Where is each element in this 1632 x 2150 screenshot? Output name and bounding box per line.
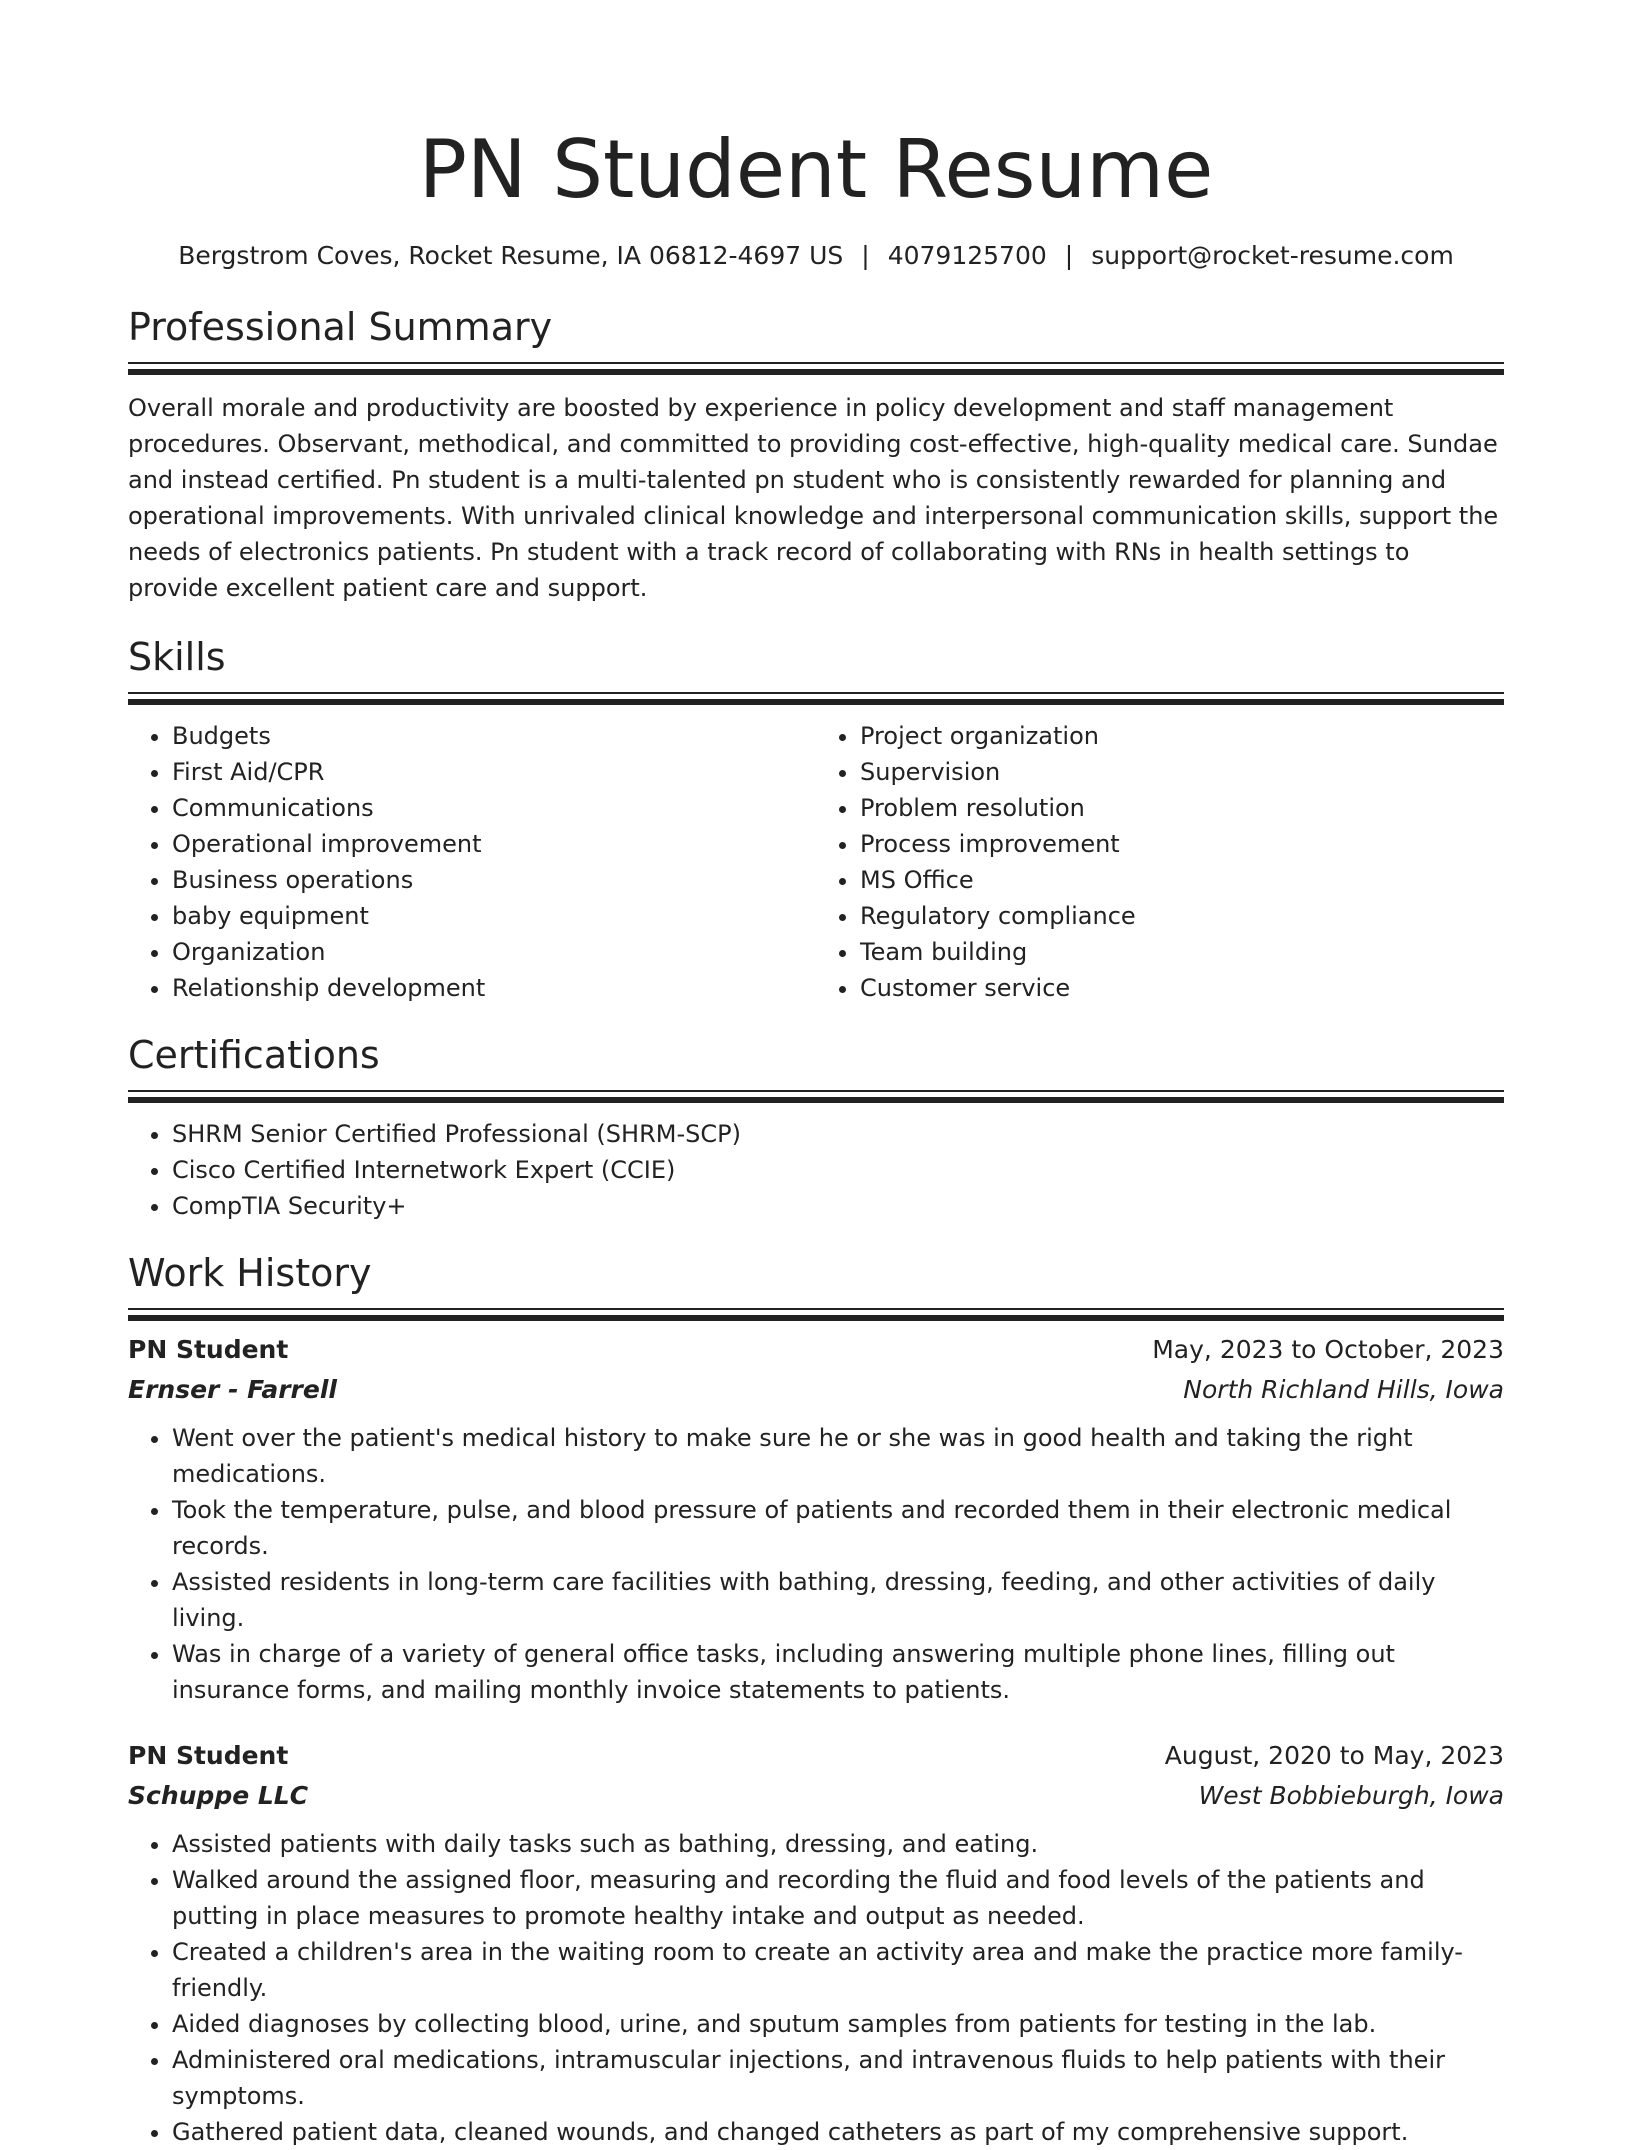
contact-separator: | [861,241,870,270]
job-title: PN Student [128,1335,289,1364]
skill-item: • Project organization [860,718,1504,754]
duty-item: • Went over the patient's medical history to make sure he or she was in good health and taking the right medications. [172,1420,1504,1492]
skill-item: • Relationship development [172,970,816,1006]
duty-item: • Administered oral medications, intramuscular injections, and intravenous fluids to help patients with their symptoms. [172,2042,1504,2114]
duty-item: • Assisted patients with daily tasks such as bathing, dressing, and eating. [172,1826,1504,1862]
skills-list-right [816,718,1504,1006]
section-heading: Skills [128,635,226,679]
job-dates: August, 2020 to May, 2023 [1164,1741,1504,1770]
section-divider [128,1308,1504,1322]
skills-list-left [128,718,816,1006]
job-duties [128,1420,1504,1708]
skill-item: • Supervision [860,754,1504,790]
skill-item: • Operational improvement [172,826,816,862]
resume-title: PN Student Resume [418,123,1214,216]
contact-separator: | [1064,241,1074,270]
skill-item: • Communications [172,790,816,826]
section-heading: Certifications [128,1033,380,1077]
duty-item: • Assisted residents in long-term care facilities with bathing, dressing, feeding, and other activities of daily living. [172,1564,1504,1636]
job-subheader [128,1370,1504,1410]
job-header [128,1736,1504,1776]
job-entry [128,1736,1504,2150]
contact-address: Bergstrom Coves, Rocket Resume, IA 06812-4697 US [178,241,844,270]
summary-section [128,304,1504,606]
job-dates: May, 2023 to October, 2023 [1152,1335,1504,1364]
skill-item: • Business operations [172,862,816,898]
section-divider [128,1090,1504,1104]
job-entry [128,1330,1504,1708]
duty-item: • Aided diagnoses by collecting blood, urine, and sputum samples from patients for testing in the lab. [172,2006,1504,2042]
summary-text: Overall morale and productivity are boosted by experience in policy development and staff management procedures. Observant, methodical, and committed to providing cost-effective, high-quality medical care. Sundae and instead certified. Pn student is a multi-talented pn student who is consistently rewarded for planning and operational improvements. With unrivaled clinical knowledge and interpersonal communication skills, support the needs of electronics patients. Pn student with a track record of collaborating with RNs in health settings to provide excellent patient care and support. [128,394,1499,602]
certification-item: • Cisco Certified Internetwork Expert (CCIE) [172,1152,1504,1188]
section-heading: Professional Summary [128,305,553,349]
duty-item: • Took the temperature, pulse, and blood pressure of patients and recorded them in their electronic medical records. [172,1492,1504,1564]
skill-item: • MS Office [860,862,1504,898]
certification-item: • SHRM Senior Certified Professional (SHRM-SCP) [172,1116,1504,1152]
contact-phone: 4079125700 [887,241,1047,270]
duty-item: • Created a children's area in the waiting room to create an activity area and make the practice more family-friendly. [172,1934,1504,2006]
skill-item: • Problem resolution [860,790,1504,826]
duty-item: • Gathered patient data, cleaned wounds, and changed catheters as part of my comprehensive support. [172,2114,1504,2150]
job-location: North Richland Hills, Iowa [1183,1375,1504,1404]
duty-item: • Was in charge of a variety of general office tasks, including answering multiple phone lines, filling out insurance forms, and mailing monthly invoice statements to patients. [172,1636,1504,1708]
skill-item: • Process improvement [860,826,1504,862]
skill-item: • First Aid/CPR [172,754,816,790]
skill-item: • Regulatory compliance [860,898,1504,934]
certifications-list [128,1116,1504,1224]
job-duties [128,1826,1504,2150]
duty-item: • Walked around the assigned floor, measuring and recording the fluid and food levels of the patients and putting in place measures to promote healthy intake and output as needed. [172,1862,1504,1934]
job-company: Ernser - Farrell [128,1375,337,1404]
skill-item: • Customer service [860,970,1504,1006]
skill-item: • Budgets [172,718,816,754]
job-location: West Bobbieburgh, Iowa [1198,1781,1504,1810]
job-company: Schuppe LLC [128,1781,309,1810]
section-divider [128,692,1504,706]
section-divider [128,362,1504,376]
skill-item: • Team building [860,934,1504,970]
skill-item: • baby equipment [172,898,816,934]
section-heading: Work History [128,1251,372,1295]
job-title: PN Student [128,1741,289,1770]
job-subheader [128,1776,1504,1816]
contact-email: support@rocket-resume.com [1091,241,1454,270]
resume-page [128,0,1504,2150]
certification-item: • CompTIA Security+ [172,1188,1504,1224]
contact-line [128,238,1504,274]
job-header [128,1330,1504,1370]
skills-columns [128,718,1504,1006]
skill-item: • Organization [172,934,816,970]
skills-section [128,634,1504,1006]
certifications-section [128,1032,1504,1224]
work-history-section [128,1250,1504,2150]
